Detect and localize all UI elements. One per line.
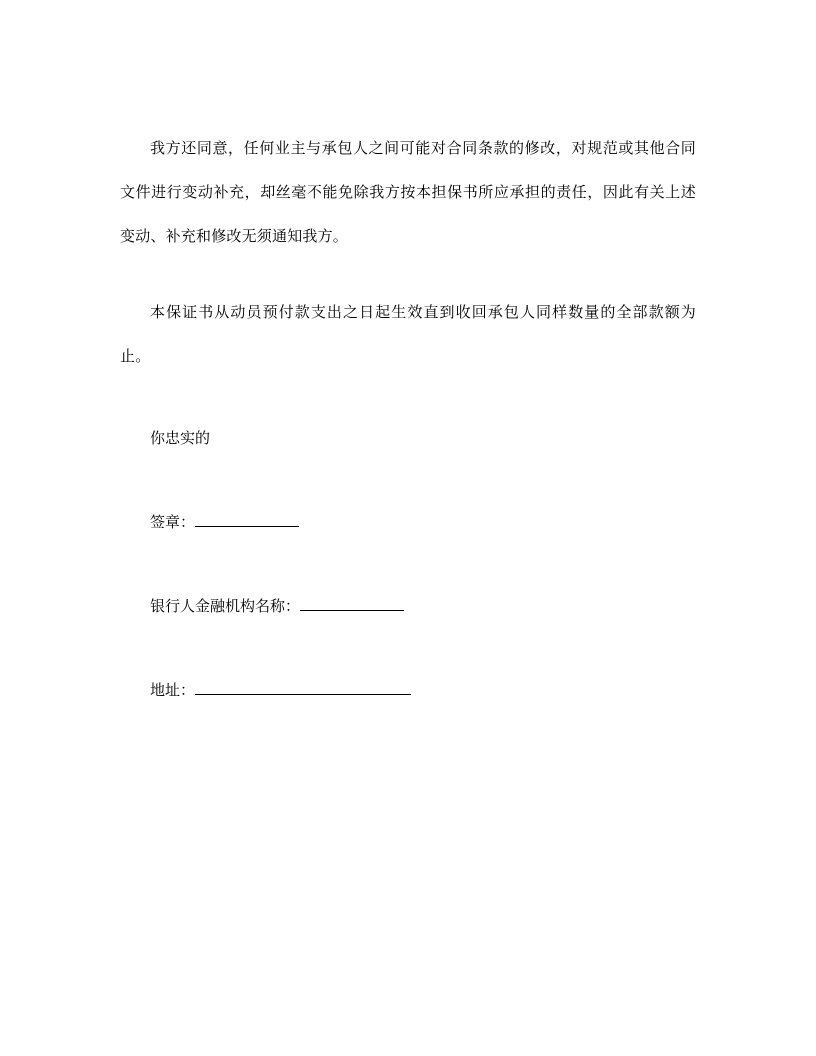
paragraph-effective-period: 本保证书从动员预付款支出之日起生效直到收回承包人同样数量的全部款额为止。: [120, 303, 696, 365]
bank-name-blank-line: [300, 596, 404, 611]
address-label: 地址：: [150, 681, 196, 699]
signature-blank-line: [195, 512, 299, 527]
closing-salutation: 你忠实的: [150, 429, 211, 447]
bank-name-label: 银行人金融机构名称：: [150, 597, 301, 615]
paragraph-modification-consent: 我方还同意，任何业主与承包人之间可能对合同条款的修改，对规范或其他合同文件进行变动补充，却丝毫不能免除我方按本担保书所应承担的责任，因此有关上述变动、补充和修改无须通知我方。: [120, 139, 696, 245]
bank-name-field: [150, 595, 404, 617]
signature-field: [150, 511, 299, 533]
address-field: [150, 679, 411, 701]
signature-label: 签章：: [150, 513, 196, 531]
address-blank-line: [195, 680, 411, 695]
